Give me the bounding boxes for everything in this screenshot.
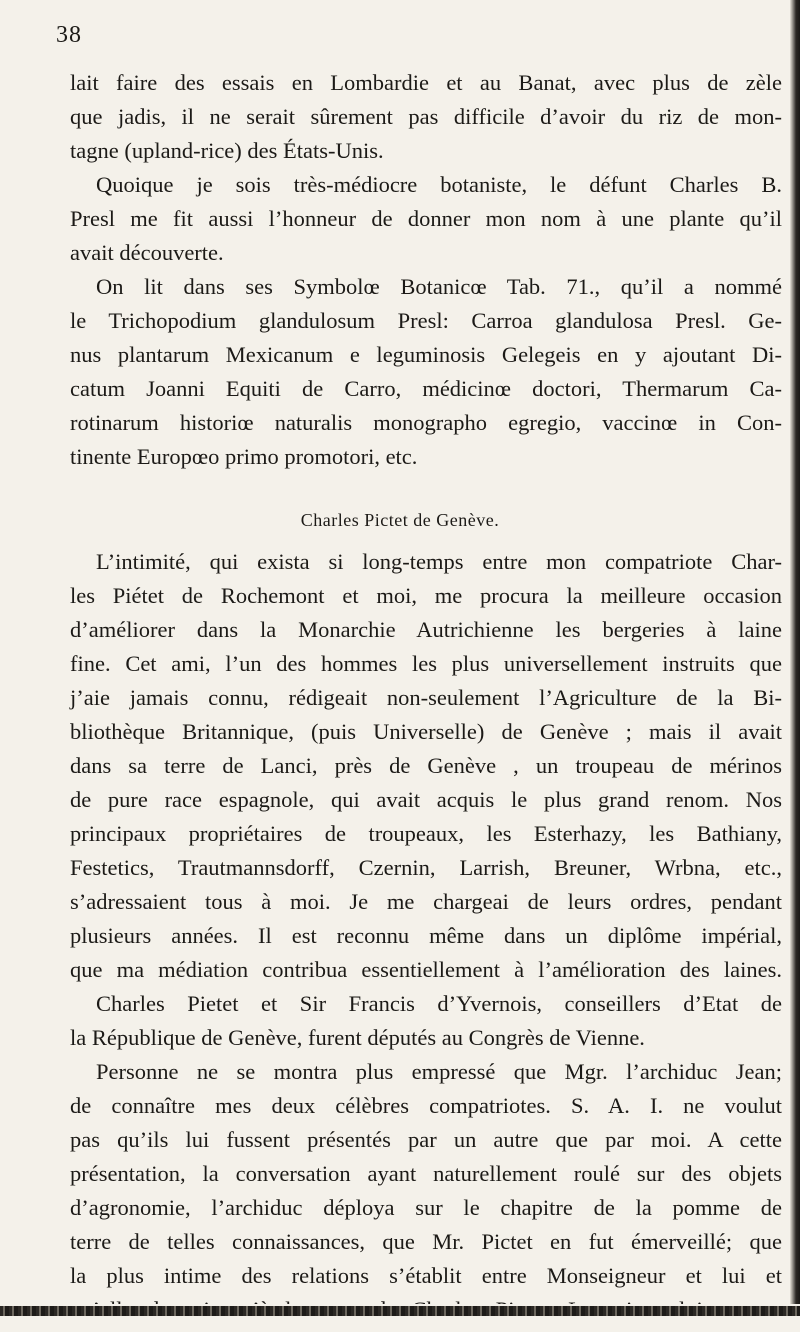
text-line: d’améliorer dans la Monarchie Autrichienne les bergeries à laine: [70, 617, 782, 642]
text-line: la République de Genève, furent députés au Congrès de Vienne.: [70, 1025, 645, 1050]
section-heading: Charles Pictet de Genève.: [300, 510, 500, 530]
text-line: dans sa terre de Lanci, près de Genève , un troupeau de mérinos: [70, 753, 782, 778]
text-line: Quoique je sois très-médiocre botaniste, le défunt Charles B.: [96, 172, 782, 197]
page-number: 38: [56, 22, 82, 48]
page-bottom-edge: [0, 1304, 800, 1332]
text-line: les Piétet de Rochemont et moi, me procura la meilleure occasion: [70, 583, 782, 608]
text-line: plusieurs années. Il est reconnu même dans un diplôme impérial,: [70, 923, 782, 948]
text-line: fine. Cet ami, l’un des hommes les plus universellement instruits que: [70, 651, 782, 676]
text-line: présentation, la conversation ayant naturellement roulé sur des objets: [70, 1161, 782, 1186]
text-line: bliothèque Britannique, (puis Universelle) de Genève ; mais il avait: [70, 719, 782, 744]
text-line: la plus intime des relations s’établit entre Monseigneur et lui et: [70, 1263, 782, 1288]
text-line: L’intimité, qui exista si long-temps entre mon compatriote Char-: [96, 549, 782, 574]
text-line: tinente Europœo primo promotori, etc.: [70, 444, 418, 469]
text-line: On lit dans ses Symbolœ Botanicœ Tab. 71., qu’il a nommé: [96, 274, 782, 299]
text-line: Personne ne se montra plus empressé que Mgr. l’archiduc Jean;: [96, 1059, 782, 1084]
text-line: d’agronomie, l’archiduc déploya sur le chapitre de la pomme de: [70, 1195, 782, 1220]
text-line: catum Joanni Equiti de Carro, médicinœ doctori, Thermarum Ca-: [70, 376, 782, 401]
text-line: lait faire des essais en Lombardie et au Banat, avec plus de zèle: [70, 70, 782, 95]
text-line: Charles Pietet et Sir Francis d’Yvernois, conseillers d’Etat de: [96, 991, 782, 1016]
page-edge-shadow: [790, 0, 800, 1332]
text-line: Presl me fit aussi l’honneur de donner mon nom à une plante qu’il: [70, 206, 782, 231]
text-line: de pure race espagnole, qui avait acquis le plus grand renom. Nos: [70, 787, 782, 812]
text-line: pas qu’ils lui fussent présentés par un autre que par moi. A cette: [70, 1127, 782, 1152]
text-line: que ma médiation contribua essentiellement à l’amélioration des laines.: [70, 957, 782, 982]
text-line: que jadis, il ne serait sûrement pas difficile d’avoir du riz de mon-: [70, 104, 782, 129]
text-line: avait découverte.: [70, 240, 224, 265]
text-line: j’aie jamais connu, rédigeait non-seulement l’Agriculture de la Bi-: [70, 685, 782, 710]
text-line: nus plantarum Mexicanum e leguminosis Gelegeis en y ajoutant Di-: [70, 342, 782, 367]
text-line: terre de telles connaissances, que Mr. Pictet en fut émerveillé; que: [70, 1229, 782, 1254]
text-line: rotinarum historiœ naturalis monographo egregio, vaccinœ in Con-: [70, 410, 782, 435]
text-line: tagne (upland-rice) des États-Unis.: [70, 138, 384, 163]
text-line: s’adressaient tous à moi. Je me chargeai de leurs ordres, pendant: [70, 889, 782, 914]
text-line: de connaître mes deux célèbres compatriotes. S. A. I. ne voulut: [70, 1093, 782, 1118]
text-line: Festetics, Trautmannsdorff, Czernin, Larrish, Breuner, Wrbna, etc.,: [70, 855, 782, 880]
text-line: le Trichopodium glandulosum Presl: Carroa glandulosa Presl. Ge-: [70, 308, 782, 333]
text-line: principaux propriétaires de troupeaux, les Esterhazy, les Bathiany,: [70, 821, 782, 846]
